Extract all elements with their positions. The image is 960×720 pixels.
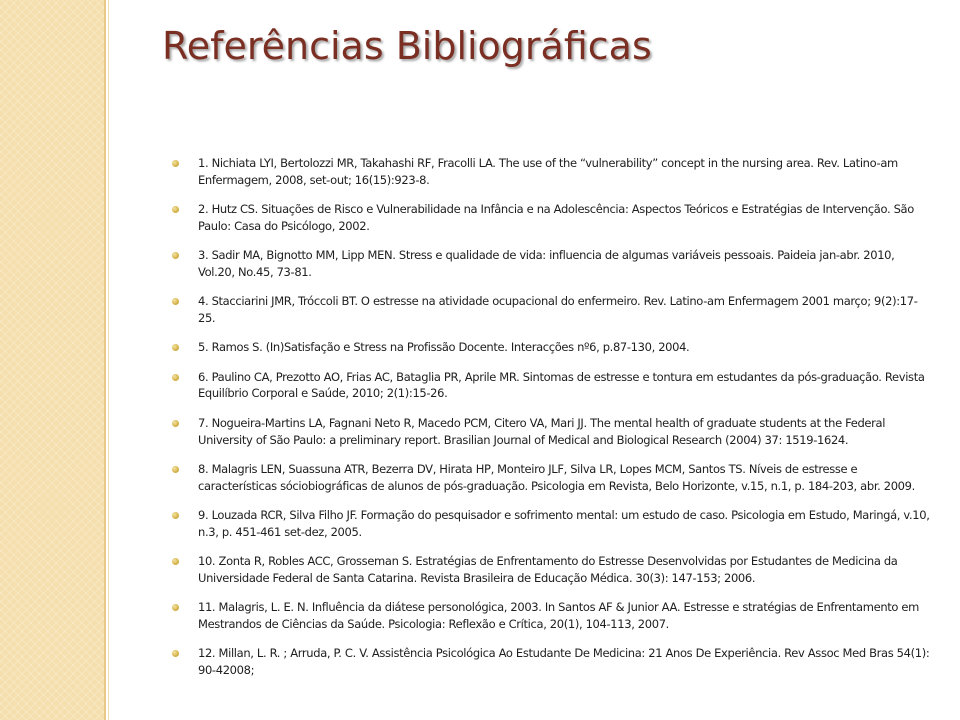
- reference-item: [172, 553, 932, 587]
- reference-text: 11. Malagris, L. E. N. Influência da diátese personológica, 2003. In Santos AF & Junior AA. Estresse e stratégias de Enfrentamento em Mestrandos de Ciências da Saúde. Psicologia: Reflexão e Crítica, 20(1), 104-113, 2007.: [198, 600, 919, 631]
- reference-text: 4. Stacciarini JMR, Tróccoli BT. O estresse na atividade ocupacional do enfermeiro. Rev. Latino-am Enfermagem 2001 março; 9(2):17-25.: [198, 294, 918, 326]
- reference-text: 3. Sadir MA, Bignotto MM, Lipp MEN. Stress e qualidade de vida: influencia de algumas variáveis pessoais. Paideia jan-abr. 2010, Vol.20, No.45, 73-81.: [198, 248, 895, 279]
- reference-text: 8. Malagris LEN, Suassuna ATR, Bezerra DV, Hirata HP, Monteiro JLF, Silva LR, Lopes MCM, Santos TS. Níveis de estresse e características sóciobiográficas de alunos de pós-graduação. Psicologia em Revista, Belo Horizonte, v.15, n.1, p. 184-203, abr. 2009.: [198, 461, 915, 493]
- reference-item: [172, 415, 932, 449]
- bullet-icon: [172, 420, 179, 427]
- bullet-icon: [172, 512, 179, 519]
- reference-item: [172, 507, 932, 541]
- bullet-icon: [172, 650, 179, 657]
- reference-item: [172, 461, 932, 495]
- reference-item: [172, 201, 932, 235]
- reference-text: 2. Hutz CS. Situações de Risco e Vulnerabilidade na Infância e na Adolescência: Aspectos Teóricos e Estratégias de Intervenção. São Paulo: Casa do Psicólogo, 2002.: [198, 202, 914, 233]
- side-panel-border: [104, 0, 106, 720]
- decorative-side-panel: [0, 0, 104, 720]
- reference-text: 12. Millan, L. R. ; Arruda, P. C. V. Assistência Psicológica Ao Estudante De Medicina: 21 Anos De Experiência. Rev Assoc Med Bras 54(1): 90-42008;: [198, 646, 930, 678]
- reference-item: [172, 155, 932, 189]
- bullet-icon: [172, 206, 179, 213]
- reference-item: [172, 293, 932, 327]
- reference-text: 5. Ramos S. (In)Satisfação e Stress na Profissão Docente. Interacções nº6, p.87-130, 2004.: [198, 340, 690, 355]
- reference-item: [172, 339, 932, 356]
- bullet-icon: [172, 160, 179, 167]
- side-panel-border-inner: [108, 0, 109, 720]
- reference-text: 10. Zonta R, Robles ACC, Grosseman S. Estratégias de Enfrentamento do Estresse Desenvolvidas por Estudantes de Medicina da Universidade Federal de Santa Catarina. Revista Brasileira de Educação Médica. 30(3): 147-153; 2006.: [198, 554, 898, 585]
- reference-item: [172, 599, 932, 633]
- bullet-icon: [172, 466, 179, 473]
- bullet-icon: [172, 604, 179, 611]
- reference-list: [172, 155, 932, 691]
- reference-text: 9. Louzada RCR, Silva Filho JF. Formação do pesquisador e sofrimento mental: um estudo de caso. Psicologia em Estudo, Maringá, v.10, n.3, p. 451-461 set-dez, 2005.: [198, 507, 930, 539]
- bullet-icon: [172, 298, 179, 305]
- bullet-icon: [172, 252, 179, 259]
- reference-item: [172, 369, 932, 403]
- reference-item: [172, 247, 932, 281]
- slide-title: Referências Bibliográficas: [162, 24, 652, 68]
- reference-text: 1. Nichiata LYI, Bertolozzi MR, Takahashi RF, Fracolli LA. The use of the “vulnerability” concept in the nursing area. Rev. Latino-am Enfermagem, 2008, set-out; 16(15):923-8.: [198, 156, 898, 187]
- reference-text: 6. Paulino CA, Prezotto AO, Frias AC, Bataglia PR, Aprile MR. Sintomas de estresse e tontura em estudantes da pós-graduação. Revista Equilíbrio Corporal e Saúde, 2010; 2(1):15-26.: [198, 369, 925, 401]
- reference-text: 7. Nogueira-Martins LA, Fagnani Neto R, Macedo PCM, Citero VA, Mari JJ. The mental health of graduate students at the Federal University of São Paulo: a preliminary report. Brasilian Journal of Medical and Biological Research (2004) 37: 1519-1624.: [198, 415, 886, 447]
- bullet-icon: [172, 344, 179, 351]
- reference-item: [172, 645, 932, 679]
- bullet-icon: [172, 374, 179, 381]
- bullet-icon: [172, 558, 179, 565]
